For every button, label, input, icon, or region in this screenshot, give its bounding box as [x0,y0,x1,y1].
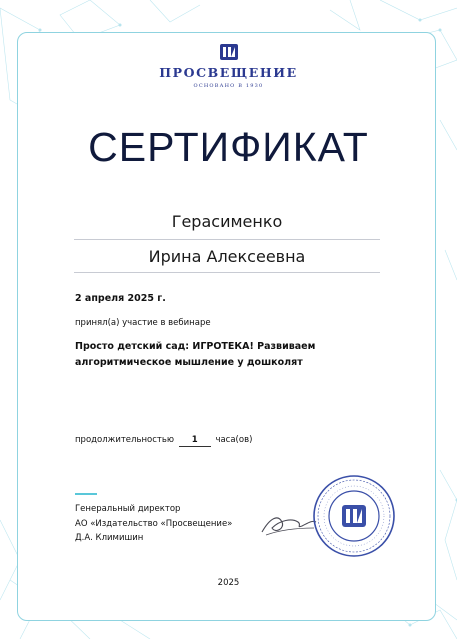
handwritten-signature-icon [258,508,318,538]
signatory-name: Д.А. Климишин [75,533,144,543]
publisher-logo [0,42,457,89]
duration-value: 1 [179,435,211,447]
duration-label: продолжительностью [75,435,175,445]
certificate-date: 2 апреля 2025 г. [75,293,166,304]
duration-line [75,435,252,447]
certificate-title: СЕРТИФИКАТ [88,124,369,170]
company-seal-icon [312,474,396,558]
webinar-title: Просто детский сад: ИГРОТЕКА! Развиваем алгоритмическое мышление у дошколят [75,341,316,368]
duration-unit: часа(ов) [215,435,253,445]
accent-line [75,493,97,495]
participation-text: принял(а) участие в вебинаре [75,318,211,328]
signatory-organization: АО «Издательство «Просвещение» [75,518,233,529]
certificate-year: 2025 [217,578,240,588]
recipient-given-names: Ирина Алексеевна [74,247,380,273]
recipient-surname: Герасименко [74,212,380,240]
signatory-block [75,502,232,546]
signatory-position: Генеральный директор [75,504,181,514]
prosveshchenie-logo-icon [219,42,239,62]
publisher-founded: ОСНОВАНО В 1930 [193,83,264,89]
publisher-name: ПРОСВЕЩЕНИЕ [159,65,298,80]
